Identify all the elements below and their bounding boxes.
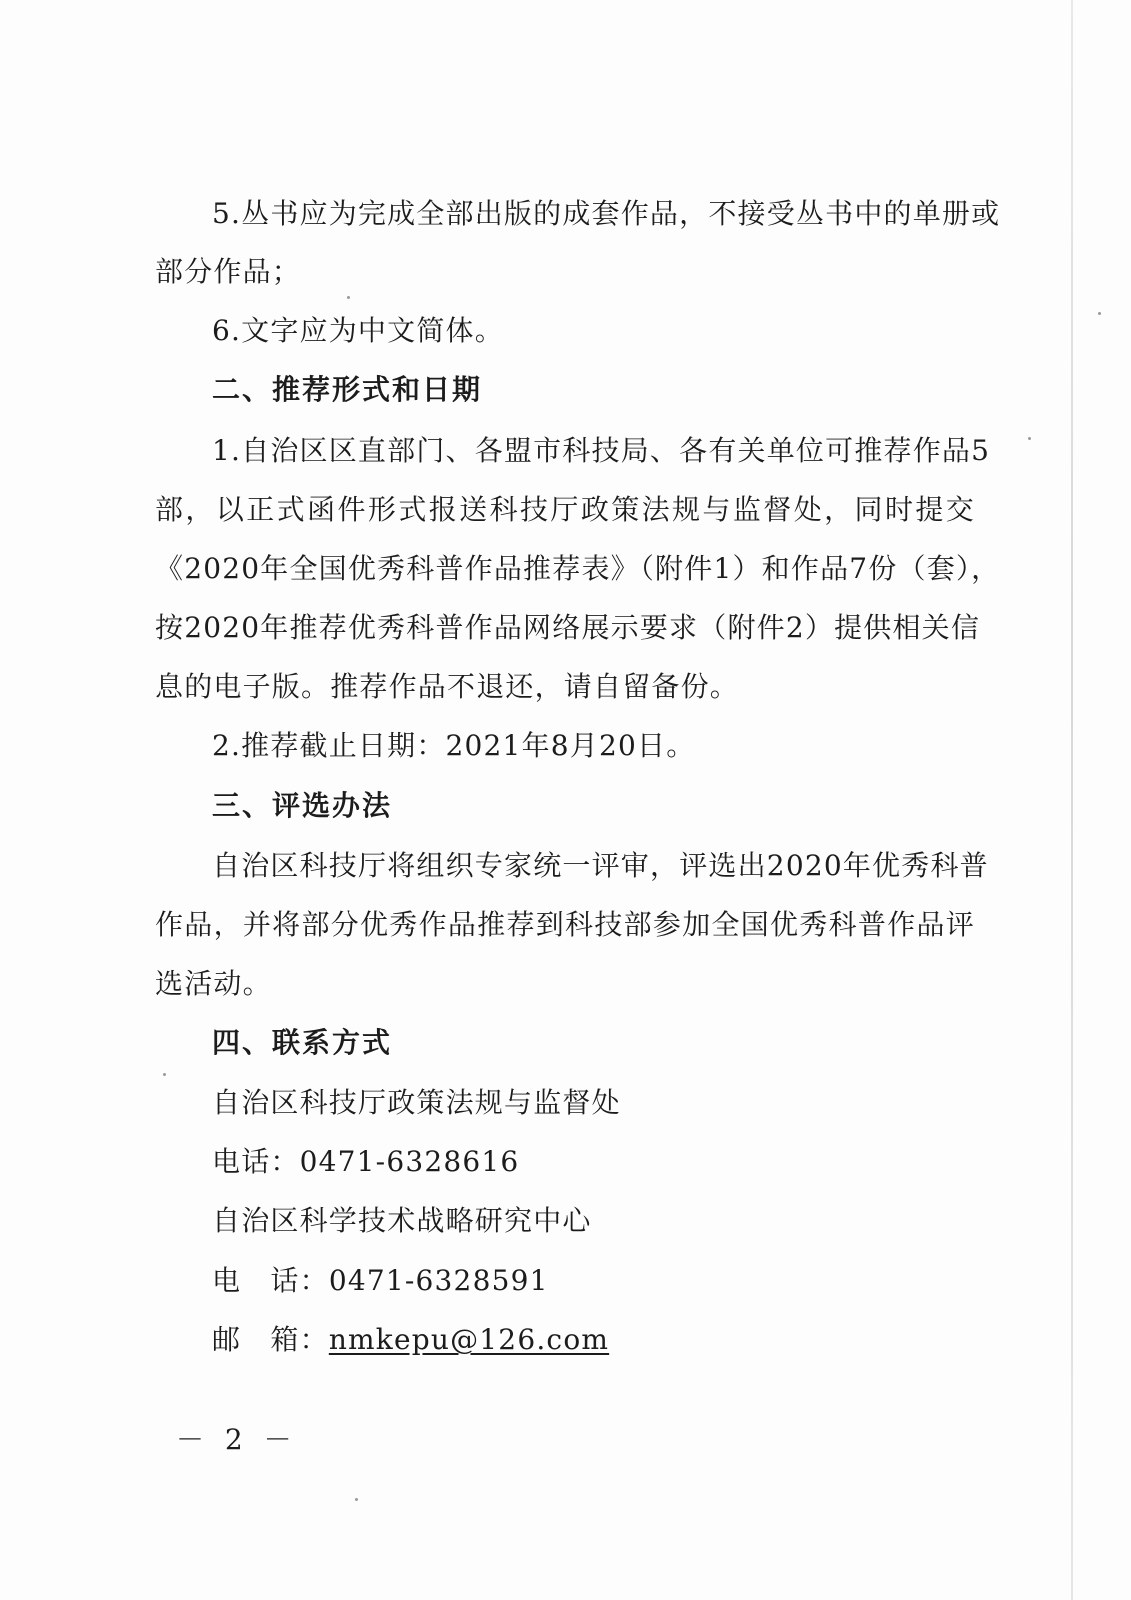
- body-line-8: 息的电子版。推荐作品不退还，请自留备份。: [155, 670, 740, 703]
- body-line-12: 选活动。: [155, 967, 272, 1000]
- contact-phone-2-label: 电 话：: [212, 1264, 329, 1297]
- contact-email-row: [212, 1320, 609, 1360]
- contact-phone-2: 0471-6328591: [328, 1264, 549, 1297]
- scan-speck: [355, 1498, 358, 1501]
- body-line-2: 部分作品；: [155, 255, 302, 288]
- contact-email-link[interactable]: nmkepu@126.com: [328, 1323, 610, 1356]
- section-heading-4: 四、联系方式: [212, 1026, 393, 1059]
- scan-speck: [163, 1073, 166, 1076]
- section-heading-3: 三、评选办法: [212, 789, 393, 822]
- contact-phone-1: 电话：0471-6328616: [212, 1145, 520, 1178]
- scan-speck: [1098, 312, 1101, 315]
- body-line-4: 1.自治区区直部门、各盟市科技局、各有关单位可推荐作品5: [212, 434, 991, 467]
- body-line-6: 《2020年全国优秀科普作品推荐表》（附件1）和作品7份（套），: [155, 552, 1001, 585]
- contact-email-label: 邮 箱：: [212, 1323, 329, 1356]
- section-heading-2: 二、推荐形式和日期: [212, 373, 483, 406]
- scan-speck: [347, 296, 350, 299]
- page-number: － 2 －: [176, 1423, 298, 1456]
- scan-speck: [1028, 437, 1031, 440]
- body-line-11: 作品，并将部分优秀作品推荐到科技部参加全国优秀科普作品评: [155, 908, 975, 941]
- scan-edge: [1071, 0, 1073, 1600]
- body-line-1: 5.丛书应为完成全部出版的成套作品，不接受丛书中的单册或: [212, 197, 1001, 230]
- contact-org-1: 自治区科技厅政策法规与监督处: [212, 1086, 621, 1119]
- body-line-3: 6.文字应为中文简体。: [212, 314, 504, 347]
- contact-phone-2-row: [212, 1261, 549, 1301]
- body-line-10: 自治区科技厅将组织专家统一评审，评选出2020年优秀科普: [212, 849, 989, 882]
- body-line-7: 按2020年推荐优秀科普作品网络展示要求（附件2）提供相关信: [155, 611, 981, 644]
- contact-org-2: 自治区科学技术战略研究中心: [212, 1204, 592, 1237]
- body-line-5: 部，以正式函件形式报送科技厅政策法规与监督处，同时提交: [155, 493, 975, 526]
- body-line-9: 2.推荐截止日期：2021年8月20日。: [212, 729, 696, 762]
